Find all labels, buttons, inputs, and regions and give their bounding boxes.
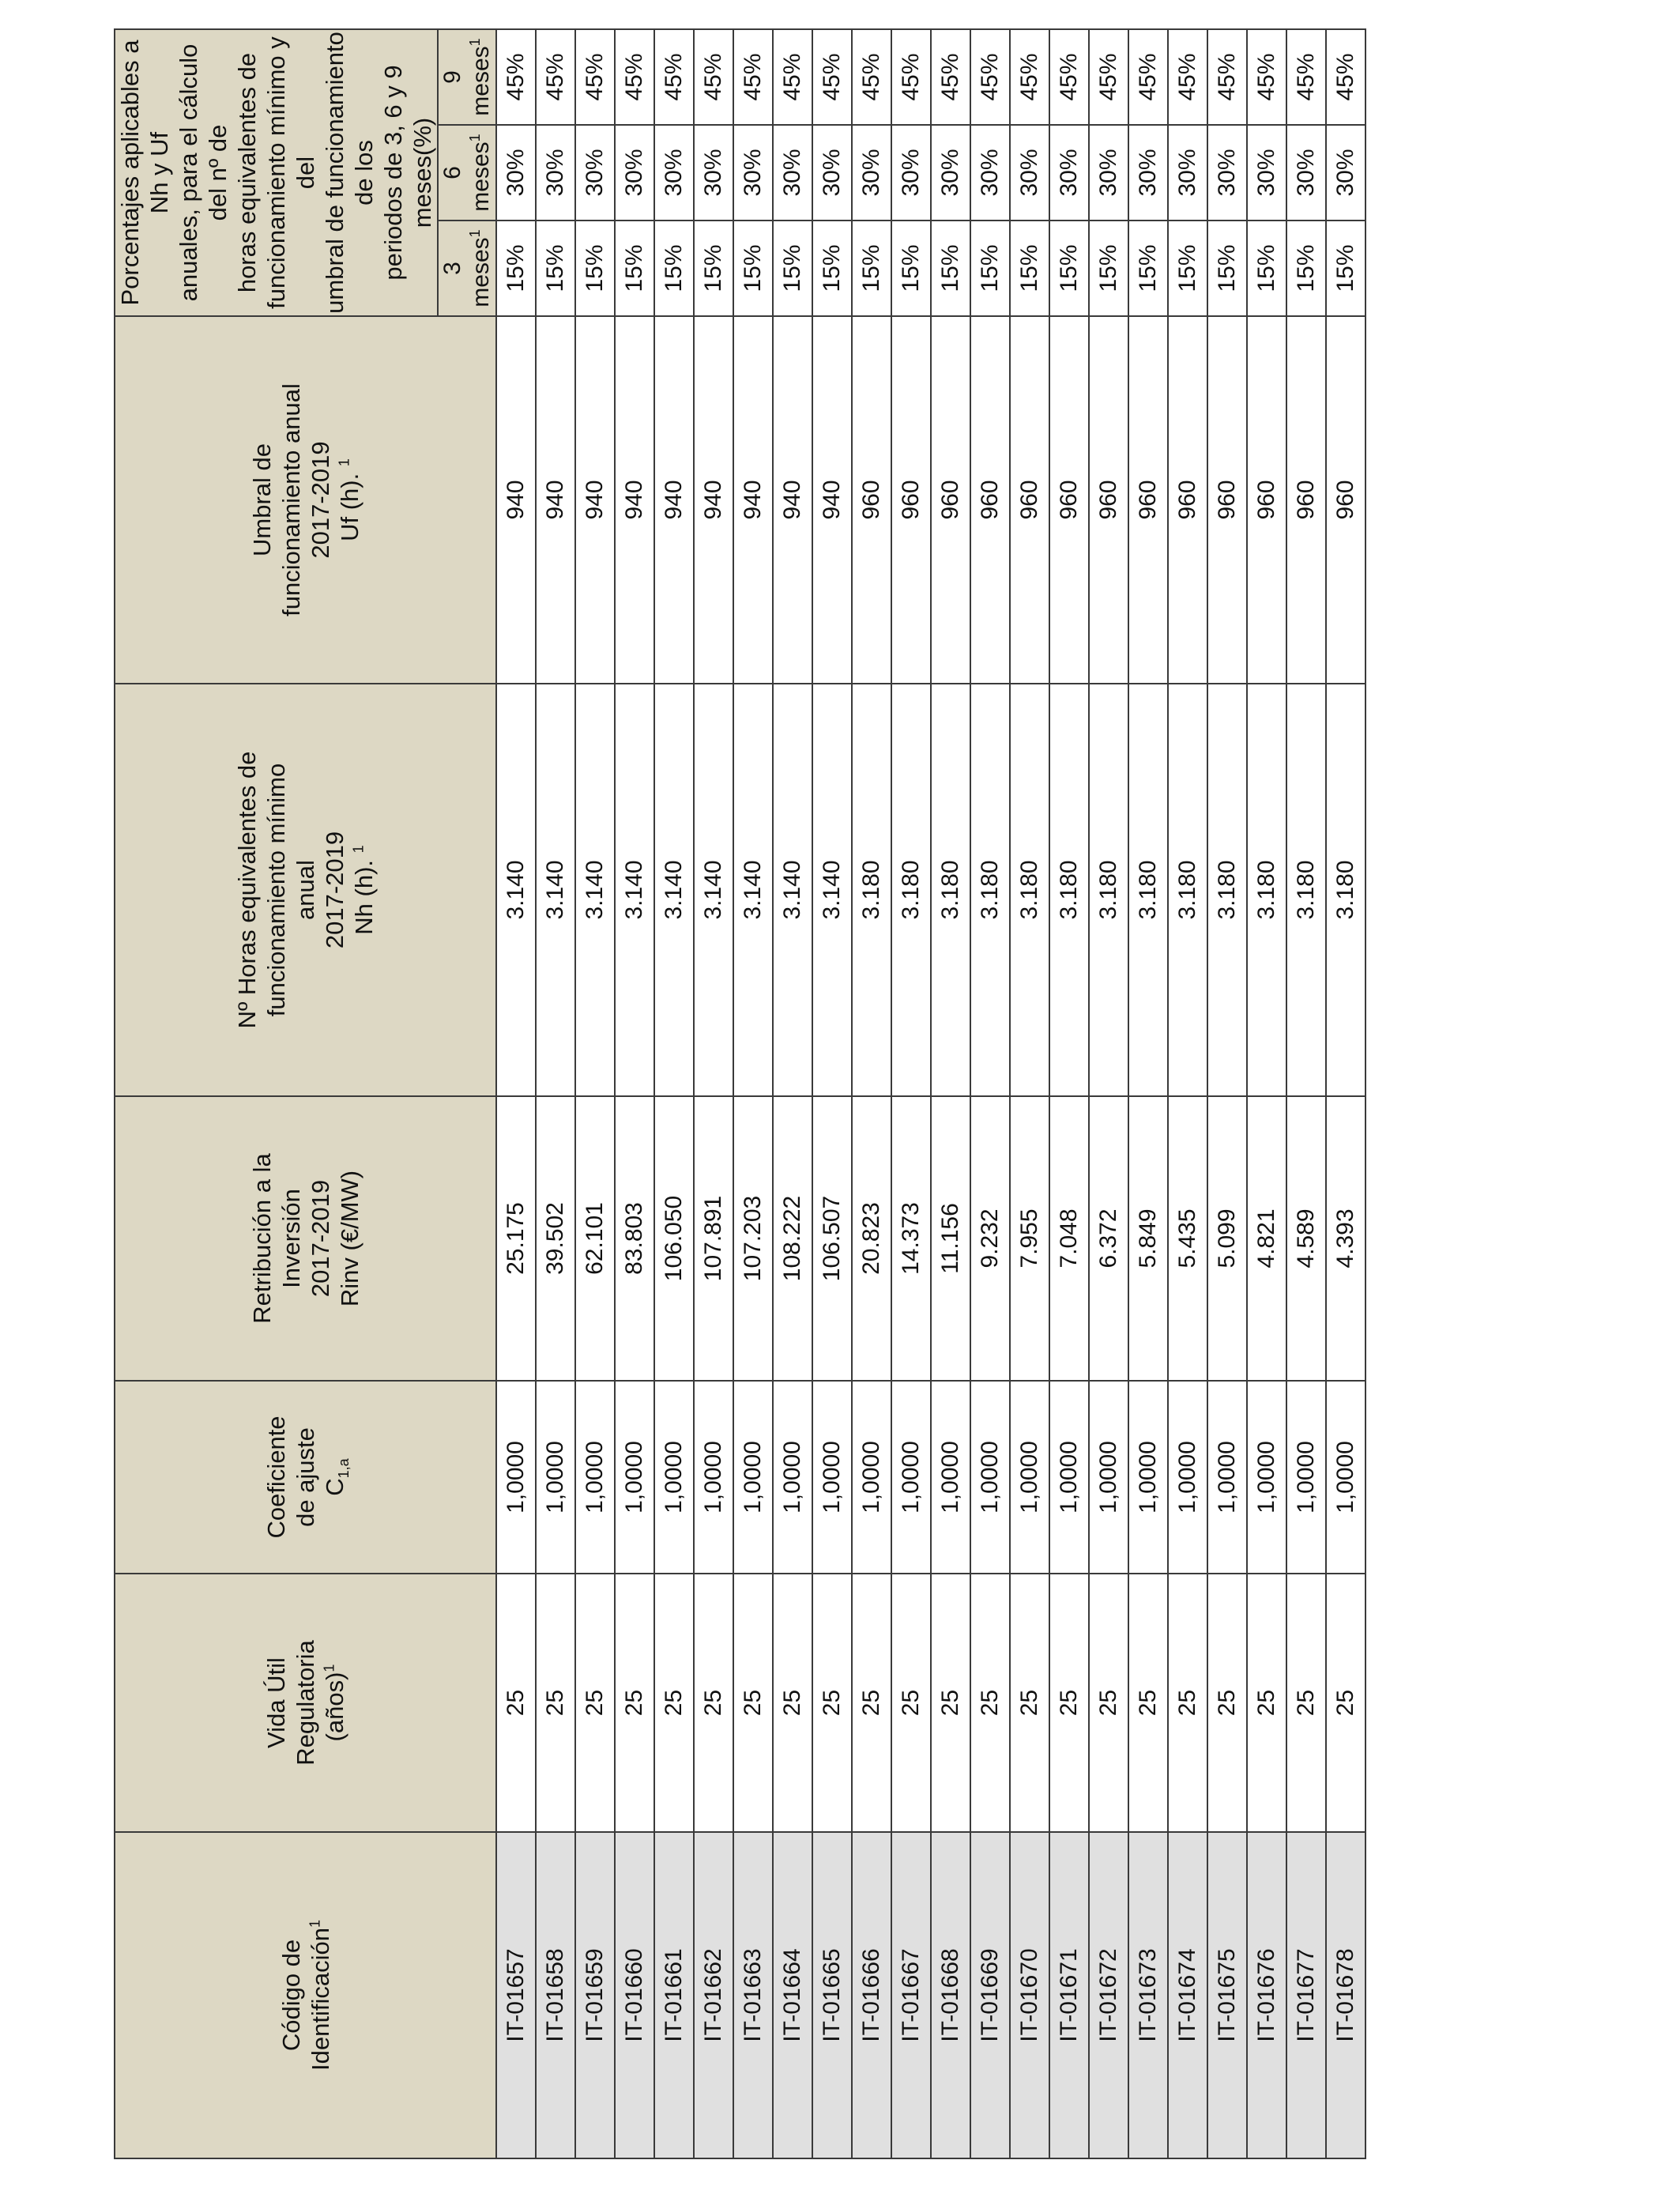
cell-3-meses: 15% [1049,221,1089,316]
cell-9-meses: 45% [773,29,812,125]
cell-nh: 3.140 [575,684,615,1096]
cell-6-meses: 30% [1247,125,1286,221]
cell-codigo: IT-01661 [654,1832,694,2158]
cell-3-meses: 15% [654,221,694,316]
cell-9-meses: 45% [1089,29,1128,125]
cell-uf: 940 [812,316,852,684]
cell-vida-util: 25 [1010,1574,1049,1832]
cell-6-meses: 30% [1089,125,1128,221]
table-row [1010,29,1049,2158]
cell-vida-util: 25 [496,1574,536,1832]
header-row [115,29,438,2158]
cell-nh: 3.140 [654,684,694,1096]
cell-coeficiente: 1,0000 [970,1381,1010,1574]
table-row [812,29,852,2158]
cell-uf: 940 [575,316,615,684]
table-row [694,29,733,2158]
cell-vida-util: 25 [1168,1574,1207,1832]
cell-codigo: IT-01660 [615,1832,654,2158]
cell-codigo: IT-01662 [694,1832,733,2158]
cell-9-meses: 45% [694,29,733,125]
cell-9-meses: 45% [1247,29,1286,125]
cell-vida-util: 25 [812,1574,852,1832]
header-coef-line1: Coeficiente [262,1416,290,1539]
cell-9-meses: 45% [891,29,931,125]
cell-9-meses: 45% [575,29,615,125]
cell-coeficiente: 1,0000 [1168,1381,1207,1574]
cell-rinv: 5.849 [1128,1096,1168,1381]
cell-6-meses: 30% [496,125,536,221]
cell-9-meses: 45% [1049,29,1089,125]
cell-vida-util: 25 [852,1574,891,1832]
remuneration-table [114,28,1366,2159]
cell-3-meses: 15% [812,221,852,316]
cell-coeficiente: 1,0000 [891,1381,931,1574]
table-row [615,29,654,2158]
header-coeficiente [115,1381,496,1574]
cell-9-meses: 45% [852,29,891,125]
cell-vida-util: 25 [733,1574,773,1832]
cell-nh: 3.180 [1247,684,1286,1096]
cell-rinv: 5.099 [1207,1096,1247,1381]
cell-codigo: IT-01675 [1207,1832,1247,2158]
cell-9-meses: 45% [496,29,536,125]
header-3-meses [438,221,496,316]
cell-rinv: 39.502 [536,1096,575,1381]
cell-6-meses: 30% [773,125,812,221]
cell-nh: 3.180 [1089,684,1128,1096]
cell-rinv: 107.891 [694,1096,733,1381]
cell-nh: 3.140 [812,684,852,1096]
header-rinv-line4: Rinv (€/MW) [335,1170,363,1307]
cell-6-meses: 30% [536,125,575,221]
cell-vida-util: 25 [1128,1574,1168,1832]
header-vida-line3: (años) [321,1672,348,1742]
table-row [773,29,812,2158]
table-row [931,29,970,2158]
header-rinv-line1: Retribución a la [247,1153,276,1324]
cell-coeficiente: 1,0000 [1128,1381,1168,1574]
cell-3-meses: 15% [1326,221,1365,316]
header-9-meses [438,29,496,125]
cell-3-meses: 15% [733,221,773,316]
cell-uf: 960 [931,316,970,684]
cell-vida-util: 25 [1286,1574,1326,1832]
cell-3-meses: 15% [575,221,615,316]
cell-3-meses: 15% [694,221,733,316]
cell-uf: 940 [496,316,536,684]
cell-codigo: IT-01674 [1168,1832,1207,2158]
cell-3-meses: 15% [536,221,575,316]
cell-3-meses: 15% [496,221,536,316]
cell-vida-util: 25 [1207,1574,1247,1832]
cell-coeficiente: 1,0000 [852,1381,891,1574]
header-rinv-line3: 2017-2019 [306,1179,334,1298]
cell-coeficiente: 1,0000 [694,1381,733,1574]
header-nh-footnote: 1 [350,845,367,854]
header-codigo-footnote: 1 [307,1920,323,1928]
cell-9-meses: 45% [1326,29,1365,125]
cell-codigo: IT-01659 [575,1832,615,2158]
cell-coeficiente: 1,0000 [575,1381,615,1574]
cell-vida-util: 25 [694,1574,733,1832]
header-6-meses [438,125,496,221]
header-pct-line3: horas equivalentes de [233,52,261,293]
cell-rinv: 106.050 [654,1096,694,1381]
header-coef-subscript: 1,a [336,1458,352,1479]
cell-6-meses: 30% [694,125,733,221]
cell-6-meses: 30% [1128,125,1168,221]
cell-nh: 3.180 [1168,684,1207,1096]
header-uf-line3: 2017-2019 [306,441,334,559]
cell-coeficiente: 1,0000 [1326,1381,1365,1574]
cell-coeficiente: 1,0000 [733,1381,773,1574]
header-uf-footnote: 1 [336,458,352,467]
cell-3-meses: 15% [1207,221,1247,316]
cell-3-meses: 15% [1247,221,1286,316]
cell-3-meses: 15% [1089,221,1128,316]
cell-uf: 960 [1168,316,1207,684]
cell-nh: 3.180 [970,684,1010,1096]
cell-coeficiente: 1,0000 [812,1381,852,1574]
cell-coeficiente: 1,0000 [536,1381,575,1574]
cell-coeficiente: 1,0000 [773,1381,812,1574]
cell-uf: 960 [970,316,1010,684]
cell-9-meses: 45% [970,29,1010,125]
cell-3-meses: 15% [1010,221,1049,316]
cell-coeficiente: 1,0000 [615,1381,654,1574]
cell-6-meses: 30% [852,125,891,221]
cell-rinv: 107.203 [733,1096,773,1381]
header-6-meses-label: 6 meses [439,141,494,212]
cell-9-meses: 45% [733,29,773,125]
header-rinv-line2: Inversión [277,1189,305,1288]
cell-vida-util: 25 [1049,1574,1089,1832]
cell-3-meses: 15% [1128,221,1168,316]
table-row [1128,29,1168,2158]
cell-rinv: 7.955 [1010,1096,1049,1381]
table-row [1168,29,1207,2158]
header-rinv [115,1096,496,1381]
cell-6-meses: 30% [733,125,773,221]
cell-codigo: IT-01677 [1286,1832,1326,2158]
header-vida-line2: Regulatoria [292,1640,319,1766]
header-3-meses-label: 3 meses [439,237,494,307]
table-row [891,29,931,2158]
header-uf-line1: Umbral de [247,443,276,556]
cell-coeficiente: 1,0000 [1286,1381,1326,1574]
cell-6-meses: 30% [615,125,654,221]
table-row [1089,29,1128,2158]
table-row [1247,29,1286,2158]
cell-nh: 3.140 [773,684,812,1096]
cell-coeficiente: 1,0000 [1207,1381,1247,1574]
cell-6-meses: 30% [1207,125,1247,221]
cell-6-meses: 30% [970,125,1010,221]
cell-coeficiente: 1,0000 [496,1381,536,1574]
cell-rinv: 4.393 [1326,1096,1365,1381]
cell-rinv: 25.175 [496,1096,536,1381]
rotated-table-page [114,30,1358,2159]
cell-6-meses: 30% [654,125,694,221]
cell-codigo: IT-01673 [1128,1832,1168,2158]
cell-coeficiente: 1,0000 [654,1381,694,1574]
cell-nh: 3.140 [615,684,654,1096]
cell-3-meses: 15% [1168,221,1207,316]
cell-codigo: IT-01657 [496,1832,536,2158]
cell-nh: 3.180 [891,684,931,1096]
cell-6-meses: 30% [1326,125,1365,221]
cell-coeficiente: 1,0000 [1049,1381,1089,1574]
header-porcentajes [115,29,438,316]
cell-codigo: IT-01669 [970,1832,1010,2158]
cell-vida-util: 25 [654,1574,694,1832]
table-body [496,29,1365,2158]
header-pct-line1: Porcentajes aplicables a Nh y Uf [116,40,173,306]
cell-rinv: 7.048 [1049,1096,1089,1381]
cell-uf: 940 [615,316,654,684]
cell-rinv: 108.222 [773,1096,812,1381]
cell-rinv: 4.821 [1247,1096,1286,1381]
cell-codigo: IT-01667 [891,1832,931,2158]
cell-rinv: 9.232 [970,1096,1010,1381]
header-codigo-line2: Identificación [306,1928,334,2071]
cell-3-meses: 15% [773,221,812,316]
cell-codigo: IT-01664 [773,1832,812,2158]
cell-uf: 960 [852,316,891,684]
cell-3-meses: 15% [891,221,931,316]
header-vida-util [115,1574,496,1832]
cell-codigo: IT-01658 [536,1832,575,2158]
header-codigo [115,1832,496,2158]
cell-vida-util: 25 [970,1574,1010,1832]
cell-coeficiente: 1,0000 [931,1381,970,1574]
cell-9-meses: 45% [1286,29,1326,125]
cell-vida-util: 25 [1326,1574,1365,1832]
cell-3-meses: 15% [852,221,891,316]
cell-nh: 3.180 [1326,684,1365,1096]
cell-uf: 960 [1049,316,1089,684]
cell-nh: 3.140 [496,684,536,1096]
table-row [1326,29,1365,2158]
header-nh [115,684,496,1096]
cell-6-meses: 30% [1010,125,1049,221]
cell-3-meses: 15% [931,221,970,316]
cell-vida-util: 25 [575,1574,615,1832]
cell-codigo: IT-01670 [1010,1832,1049,2158]
cell-codigo: IT-01666 [852,1832,891,2158]
cell-rinv: 83.803 [615,1096,654,1381]
cell-3-meses: 15% [1286,221,1326,316]
cell-6-meses: 30% [891,125,931,221]
cell-rinv: 11.156 [931,1096,970,1381]
cell-uf: 960 [1010,316,1049,684]
header-pct-line6: periodos de 3, 6 y 9 meses(%) [379,65,436,281]
cell-uf: 960 [1286,316,1326,684]
header-pct-line5: umbral de funcionamiento de los [321,32,378,314]
cell-rinv: 106.507 [812,1096,852,1381]
header-nh-line2: funcionamiento mínimo [262,763,290,1017]
cell-9-meses: 45% [1207,29,1247,125]
cell-9-meses: 45% [654,29,694,125]
table-row [536,29,575,2158]
cell-6-meses: 30% [812,125,852,221]
header-nh-line3: anual [292,860,319,920]
cell-6-meses: 30% [575,125,615,221]
cell-codigo: IT-01672 [1089,1832,1128,2158]
header-uf-line4: Uf (h). [335,473,363,541]
cell-coeficiente: 1,0000 [1010,1381,1049,1574]
cell-codigo: IT-01671 [1049,1832,1089,2158]
cell-nh: 3.180 [1128,684,1168,1096]
cell-vida-util: 25 [891,1574,931,1832]
cell-uf: 960 [891,316,931,684]
cell-9-meses: 45% [615,29,654,125]
cell-rinv: 20.823 [852,1096,891,1381]
cell-9-meses: 45% [536,29,575,125]
table-row [852,29,891,2158]
cell-9-meses: 45% [1128,29,1168,125]
cell-9-meses: 45% [812,29,852,125]
cell-rinv: 14.373 [891,1096,931,1381]
header-codigo-line1: Código de [277,1939,305,2052]
cell-codigo: IT-01663 [733,1832,773,2158]
table-row [496,29,536,2158]
cell-6-meses: 30% [931,125,970,221]
cell-uf: 940 [733,316,773,684]
table-row [733,29,773,2158]
cell-codigo: IT-01676 [1247,1832,1286,2158]
cell-codigo: IT-01665 [812,1832,852,2158]
cell-codigo: IT-01668 [931,1832,970,2158]
cell-nh: 3.180 [1207,684,1247,1096]
cell-3-meses: 15% [615,221,654,316]
table-row [654,29,694,2158]
cell-9-meses: 45% [1168,29,1207,125]
cell-uf: 940 [773,316,812,684]
cell-rinv: 4.589 [1286,1096,1326,1381]
cell-coeficiente: 1,0000 [1089,1381,1128,1574]
cell-nh: 3.180 [1010,684,1049,1096]
header-3-meses-footnote: 1 [467,229,483,238]
header-coef-line2: de ajuste [292,1427,319,1527]
cell-vida-util: 25 [773,1574,812,1832]
table-row [970,29,1010,2158]
header-9-meses-footnote: 1 [467,38,483,47]
cell-rinv: 5.435 [1168,1096,1207,1381]
header-vida-line1: Vida Útil [262,1657,290,1748]
header-coef-symbol: C [321,1478,348,1496]
cell-6-meses: 30% [1049,125,1089,221]
cell-uf: 940 [694,316,733,684]
cell-vida-util: 25 [615,1574,654,1832]
cell-9-meses: 45% [1010,29,1049,125]
cell-uf: 960 [1247,316,1286,684]
cell-nh: 3.180 [1286,684,1326,1096]
cell-vida-util: 25 [1089,1574,1128,1832]
cell-codigo: IT-01678 [1326,1832,1365,2158]
header-pct-line4: funcionamiento mínimo y del [262,36,319,309]
cell-nh: 3.180 [931,684,970,1096]
header-vida-footnote: 1 [321,1664,337,1672]
table-row [1207,29,1247,2158]
header-nh-line5: Nh (h). [350,859,378,935]
cell-uf: 940 [536,316,575,684]
header-nh-line4: 2017-2019 [321,831,348,949]
cell-vida-util: 25 [931,1574,970,1832]
header-uf-line2: funcionamiento anual [277,383,305,616]
cell-vida-util: 25 [536,1574,575,1832]
header-pct-line2: anuales, para el cálculo del nº de [175,43,232,302]
cell-uf: 960 [1207,316,1247,684]
header-uf [115,316,496,684]
cell-rinv: 6.372 [1089,1096,1128,1381]
cell-uf: 960 [1326,316,1365,684]
cell-nh: 3.140 [733,684,773,1096]
cell-uf: 960 [1089,316,1128,684]
cell-coeficiente: 1,0000 [1247,1381,1286,1574]
header-nh-line1: Nº Horas equivalentes de [233,751,261,1029]
cell-nh: 3.140 [536,684,575,1096]
cell-nh: 3.180 [1049,684,1089,1096]
cell-nh: 3.140 [694,684,733,1096]
table-row [1049,29,1089,2158]
cell-vida-util: 25 [1247,1574,1286,1832]
header-9-meses-label: 9 meses [439,46,494,116]
cell-rinv: 62.101 [575,1096,615,1381]
cell-9-meses: 45% [931,29,970,125]
table-row [575,29,615,2158]
cell-uf: 960 [1128,316,1168,684]
table-row [1286,29,1326,2158]
cell-3-meses: 15% [970,221,1010,316]
header-6-meses-footnote: 1 [467,134,483,142]
cell-uf: 940 [654,316,694,684]
cell-6-meses: 30% [1168,125,1207,221]
cell-6-meses: 30% [1286,125,1326,221]
cell-nh: 3.180 [852,684,891,1096]
